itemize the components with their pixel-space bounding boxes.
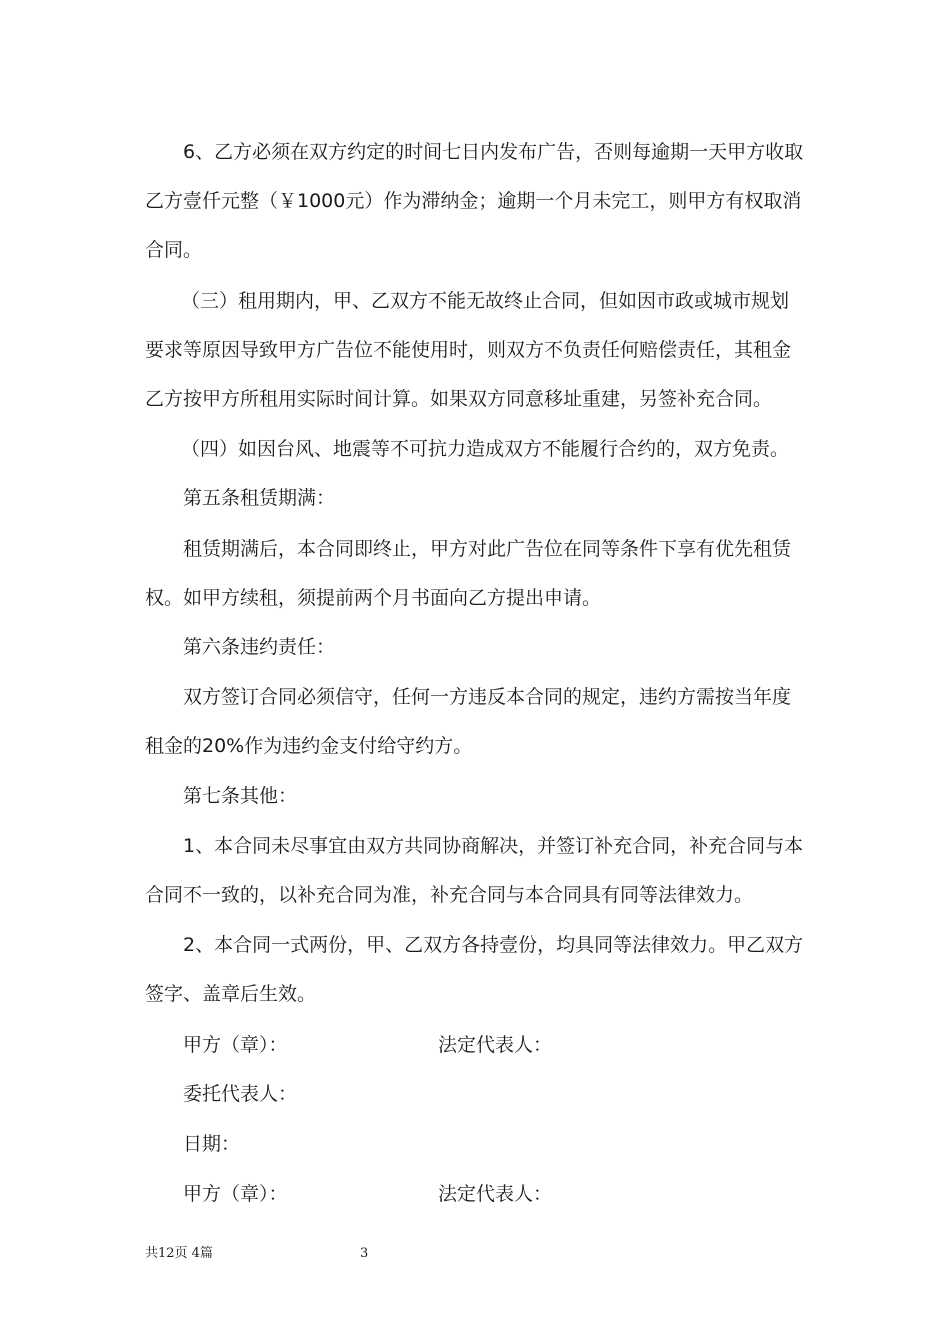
paragraph-line: 合同不一致的，以补充合同为准，补充合同与本合同具有同等法律效力。 (145, 884, 754, 906)
authorized-representative-label: 委托代表人： (183, 1083, 298, 1105)
paragraph-line: 租金的20%作为违约金支付给守约方。 (145, 735, 473, 757)
paragraph-line: 1、本合同未尽事宜由双方共同协商解决，并签订补充合同，补充合同与本 (183, 835, 804, 857)
paragraph-line: 双方签订合同必须信守，任何一方违反本合同的规定，违约方需按当年度 (183, 686, 792, 708)
paragraph-line: 租赁期满后，本合同即终止，甲方对此广告位在同等条件下享有优先租赁 (183, 538, 792, 560)
paragraph-line: 权。如甲方续租，须提前两个月书面向乙方提出申请。 (145, 587, 602, 609)
date-label: 日期： (183, 1133, 241, 1155)
paragraph-line: 乙方按甲方所租用实际时间计算。如果双方同意移址重建，另签补充合同。 (145, 388, 773, 410)
section-heading: 第七条其他： (183, 785, 298, 807)
paragraph-line: 6、乙方必须在双方约定的时间七日内发布广告，否则每逾期一天甲方收取 (183, 141, 804, 163)
paragraph-line: 要求等原因导致甲方广告位不能使用时，则双方不负责任何赔偿责任，其租金 (145, 339, 792, 361)
footer-page-number: 3 (360, 1246, 369, 1261)
paragraph-line: （三）租用期内，甲、乙双方不能无故终止合同，但如因市政或城市规划 (181, 290, 790, 312)
paragraph-line: （四）如因台风、地震等不可抗力造成双方不能履行合约的，双方免责。 (181, 438, 790, 460)
section-heading: 第五条租赁期满： (183, 487, 336, 509)
section-heading: 第六条违约责任： (183, 636, 336, 658)
party-a-seal-label: 甲方（章）： (183, 1034, 288, 1056)
footer-page-count: 共12页 4篇 (145, 1246, 213, 1261)
party-a-seal-label: 甲方（章）： (183, 1183, 288, 1205)
paragraph-line: 合同。 (145, 239, 203, 261)
paragraph-line: 乙方壹仟元整（￥1000元）作为滞纳金；逾期一个月未完工，则甲方有权取消 (145, 190, 802, 212)
paragraph-line: 2、本合同一式两份，甲、乙双方各持壹份，均具同等法律效力。甲乙双方 (183, 934, 804, 956)
legal-representative-label: 法定代表人： (438, 1183, 553, 1205)
paragraph-line: 签字、盖章后生效。 (145, 983, 317, 1005)
legal-representative-label: 法定代表人： (438, 1034, 553, 1056)
